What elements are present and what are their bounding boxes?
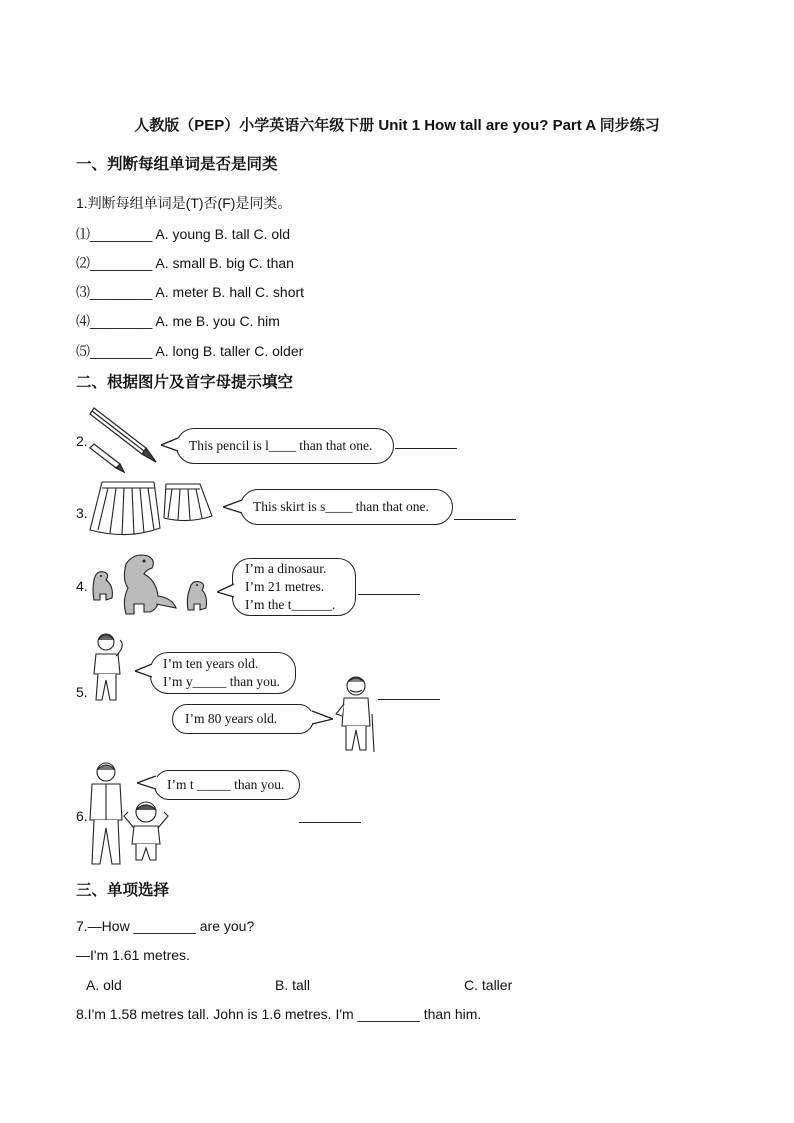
bubble-tail bbox=[161, 437, 179, 453]
question-1-3 bbox=[76, 282, 304, 302]
section-1-heading: 一、判断每组单词是否是同类 bbox=[76, 156, 278, 173]
item-text: A. me B. you C. him bbox=[155, 313, 280, 329]
item-text: A. meter B. hall C. short bbox=[155, 284, 305, 300]
answer-line-q4[interactable] bbox=[358, 594, 420, 595]
speech-bubble-q4 bbox=[232, 558, 356, 616]
question-5-number: 5. bbox=[76, 684, 88, 700]
item-number: ⑵ bbox=[76, 255, 90, 271]
answer-line-q5[interactable] bbox=[378, 699, 440, 700]
boy-icon bbox=[90, 630, 132, 706]
option-c[interactable]: C. taller bbox=[464, 977, 513, 993]
speech-bubble-q6 bbox=[154, 770, 300, 800]
question-7-text: 7.—How ________ are you? bbox=[76, 918, 255, 934]
option-a[interactable]: A. old bbox=[86, 977, 122, 993]
question-1-4 bbox=[76, 311, 280, 331]
item-text: A. small B. big C. than bbox=[155, 255, 294, 271]
bubble-text: I’m 80 years old. bbox=[185, 711, 278, 726]
answer-blank[interactable]: ________ bbox=[90, 343, 153, 359]
item-text: A. long B. taller C. older bbox=[155, 343, 304, 359]
option-b[interactable]: B. tall bbox=[275, 977, 311, 993]
item-number: ⑷ bbox=[76, 313, 90, 329]
item-number: ⑴ bbox=[76, 226, 90, 242]
section-1-instruction: 1.判断每组单词是(T)否(F)是同类。 bbox=[76, 195, 292, 211]
bubble-tail bbox=[217, 583, 235, 599]
speech-bubble-q3 bbox=[240, 489, 453, 525]
question-4-number: 4. bbox=[76, 578, 88, 594]
bubble-tail bbox=[135, 663, 153, 679]
answer-line-q3[interactable] bbox=[454, 519, 516, 520]
question-2-number: 2. bbox=[76, 433, 88, 449]
question-1-2 bbox=[76, 253, 294, 273]
skirt-icon bbox=[88, 478, 218, 542]
answer-blank[interactable]: ________ bbox=[90, 313, 153, 329]
bubble-line-1: I’m a dinosaur. bbox=[245, 561, 327, 576]
question-7-answer: —I'm 1.61 metres. bbox=[76, 947, 190, 963]
boy-icon bbox=[122, 798, 172, 866]
answer-blank[interactable]: ________ bbox=[90, 226, 153, 242]
bubble-text: I’m t _____ than you. bbox=[167, 777, 285, 792]
bubble-line-1: I’m ten years old. bbox=[163, 656, 259, 671]
question-3-number: 3. bbox=[76, 505, 88, 521]
speech-bubble-q2 bbox=[176, 428, 394, 464]
bubble-tail bbox=[223, 499, 243, 515]
question-1-1 bbox=[76, 224, 290, 244]
answer-line-q6[interactable] bbox=[299, 822, 361, 823]
bubble-tail bbox=[137, 775, 157, 791]
bubble-line-2: I’m y_____ than you. bbox=[163, 674, 280, 689]
old-man-icon bbox=[334, 674, 380, 754]
item-number: ⑶ bbox=[76, 284, 90, 300]
bubble-line-2: I’m 21 metres. bbox=[245, 579, 325, 594]
answer-blank[interactable]: ________ bbox=[90, 284, 153, 300]
bubble-text: This skirt is s____ than that one. bbox=[253, 499, 429, 514]
section-3-heading: 三、单项选择 bbox=[76, 882, 170, 899]
question-1-5 bbox=[76, 341, 303, 361]
question-6-number: 6. bbox=[76, 808, 88, 824]
pencil-icon bbox=[86, 404, 166, 476]
item-number: ⑸ bbox=[76, 343, 90, 359]
question-8-text: 8.I'm 1.58 metres tall. John is 1.6 metres. I'm ________ than him. bbox=[76, 1006, 482, 1022]
page-title: 人教版（PEP）小学英语六年级下册 Unit 1 How tall are you? Part A 同步练习 bbox=[134, 117, 660, 134]
speech-bubble-q5-boy bbox=[150, 652, 296, 694]
answer-line-q2[interactable] bbox=[395, 448, 457, 449]
bubble-tail bbox=[311, 710, 333, 726]
bubble-line-3: I’m the t______. bbox=[245, 597, 336, 612]
answer-blank[interactable]: ________ bbox=[90, 255, 153, 271]
item-text: A. young B. tall C. old bbox=[155, 226, 291, 242]
section-2-heading: 二、根据图片及首字母提示填空 bbox=[76, 374, 294, 391]
dinosaur-icon bbox=[86, 550, 218, 622]
bubble-text: This pencil is l____ than that one. bbox=[189, 438, 373, 453]
speech-bubble-q5-old-man bbox=[172, 704, 314, 734]
